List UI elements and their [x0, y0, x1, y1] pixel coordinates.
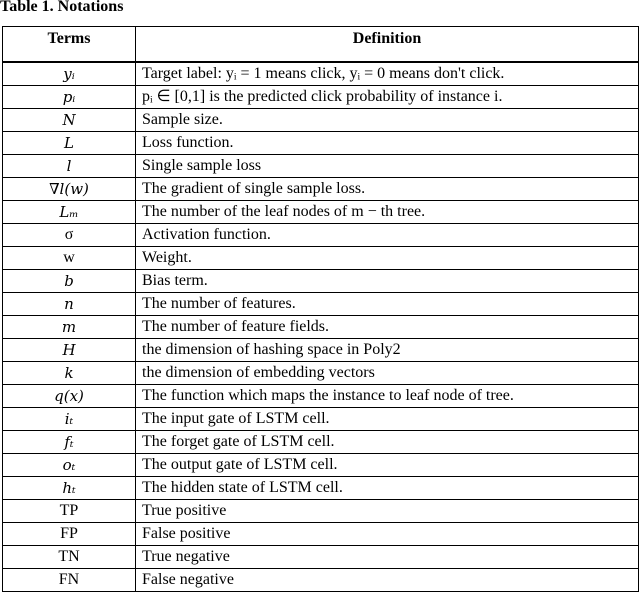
definition-cell: The input gate of LSTM cell.: [136, 408, 639, 431]
table-row: [3, 109, 639, 132]
definition-cell: True negative: [136, 546, 639, 569]
table-row: [3, 62, 639, 86]
definition-cell: the dimension of hashing space in Poly2: [136, 339, 639, 362]
definition-cell: Bias term.: [136, 270, 639, 293]
definition-cell: Target label: yᵢ = 1 means click, yᵢ = 0 means don't click.: [136, 62, 639, 86]
term-cell: σ: [3, 224, 136, 247]
table-row: [3, 86, 639, 109]
table-row: [3, 155, 639, 178]
table-row: [3, 270, 639, 293]
table-row: [3, 316, 639, 339]
definition-cell: Loss function.: [136, 132, 639, 155]
term-cell: m: [3, 316, 136, 339]
term-cell: Lₘ: [3, 201, 136, 224]
definition-cell: The gradient of single sample loss.: [136, 178, 639, 201]
table-row: [3, 500, 639, 523]
definition-cell: False negative: [136, 569, 639, 592]
term-cell: iₜ: [3, 408, 136, 431]
term-cell: b: [3, 270, 136, 293]
table-row: [3, 523, 639, 546]
notations-table: [2, 26, 639, 592]
header-terms: Terms: [3, 27, 136, 63]
definition-cell: Single sample loss: [136, 155, 639, 178]
header-definition: Definition: [136, 27, 639, 63]
term-cell: FP: [3, 523, 136, 546]
term-cell: w: [3, 247, 136, 270]
table-row: [3, 201, 639, 224]
term-cell: H: [3, 339, 136, 362]
definition-cell: Weight.: [136, 247, 639, 270]
term-cell: L: [3, 132, 136, 155]
term-cell: yᵢ: [3, 62, 136, 86]
definition-cell: The forget gate of LSTM cell.: [136, 431, 639, 454]
term-cell: pᵢ: [3, 86, 136, 109]
definition-cell: False positive: [136, 523, 639, 546]
definition-cell: The number of feature fields.: [136, 316, 639, 339]
table-row: [3, 293, 639, 316]
definition-cell: The output gate of LSTM cell.: [136, 454, 639, 477]
term-cell: q(x): [3, 385, 136, 408]
definition-cell: the dimension of embedding vectors: [136, 362, 639, 385]
table-row: [3, 132, 639, 155]
table-row: [3, 546, 639, 569]
table-row: [3, 362, 639, 385]
definition-cell: Sample size.: [136, 109, 639, 132]
term-cell: hₜ: [3, 477, 136, 500]
definition-cell: True positive: [136, 500, 639, 523]
table-row: [3, 454, 639, 477]
term-cell: k: [3, 362, 136, 385]
term-cell: ∇l(w): [3, 178, 136, 201]
table-row: [3, 247, 639, 270]
table-row: [3, 224, 639, 247]
term-cell: n: [3, 293, 136, 316]
table-row: [3, 431, 639, 454]
definition-cell: The number of features.: [136, 293, 639, 316]
definition-cell: Activation function.: [136, 224, 639, 247]
term-cell: N: [3, 109, 136, 132]
definition-cell: The function which maps the instance to leaf node of tree.: [136, 385, 639, 408]
table-body: [3, 62, 639, 592]
term-cell: TN: [3, 546, 136, 569]
definition-cell: pᵢ ∈ [0,1] is the predicted click probability of instance i.: [136, 86, 639, 109]
definition-cell: The number of the leaf nodes of m − th tree.: [136, 201, 639, 224]
definition-cell: The hidden state of LSTM cell.: [136, 477, 639, 500]
table-row: [3, 339, 639, 362]
table-row: [3, 385, 639, 408]
term-cell: TP: [3, 500, 136, 523]
table-row: [3, 178, 639, 201]
term-cell: FN: [3, 569, 136, 592]
term-cell: fₜ: [3, 431, 136, 454]
table-caption: Table 1. Notations: [0, 0, 124, 15]
table-row: [3, 477, 639, 500]
table-row: [3, 408, 639, 431]
table-row: [3, 569, 639, 592]
term-cell: l: [3, 155, 136, 178]
table-header-row: [3, 27, 639, 63]
term-cell: oₜ: [3, 454, 136, 477]
